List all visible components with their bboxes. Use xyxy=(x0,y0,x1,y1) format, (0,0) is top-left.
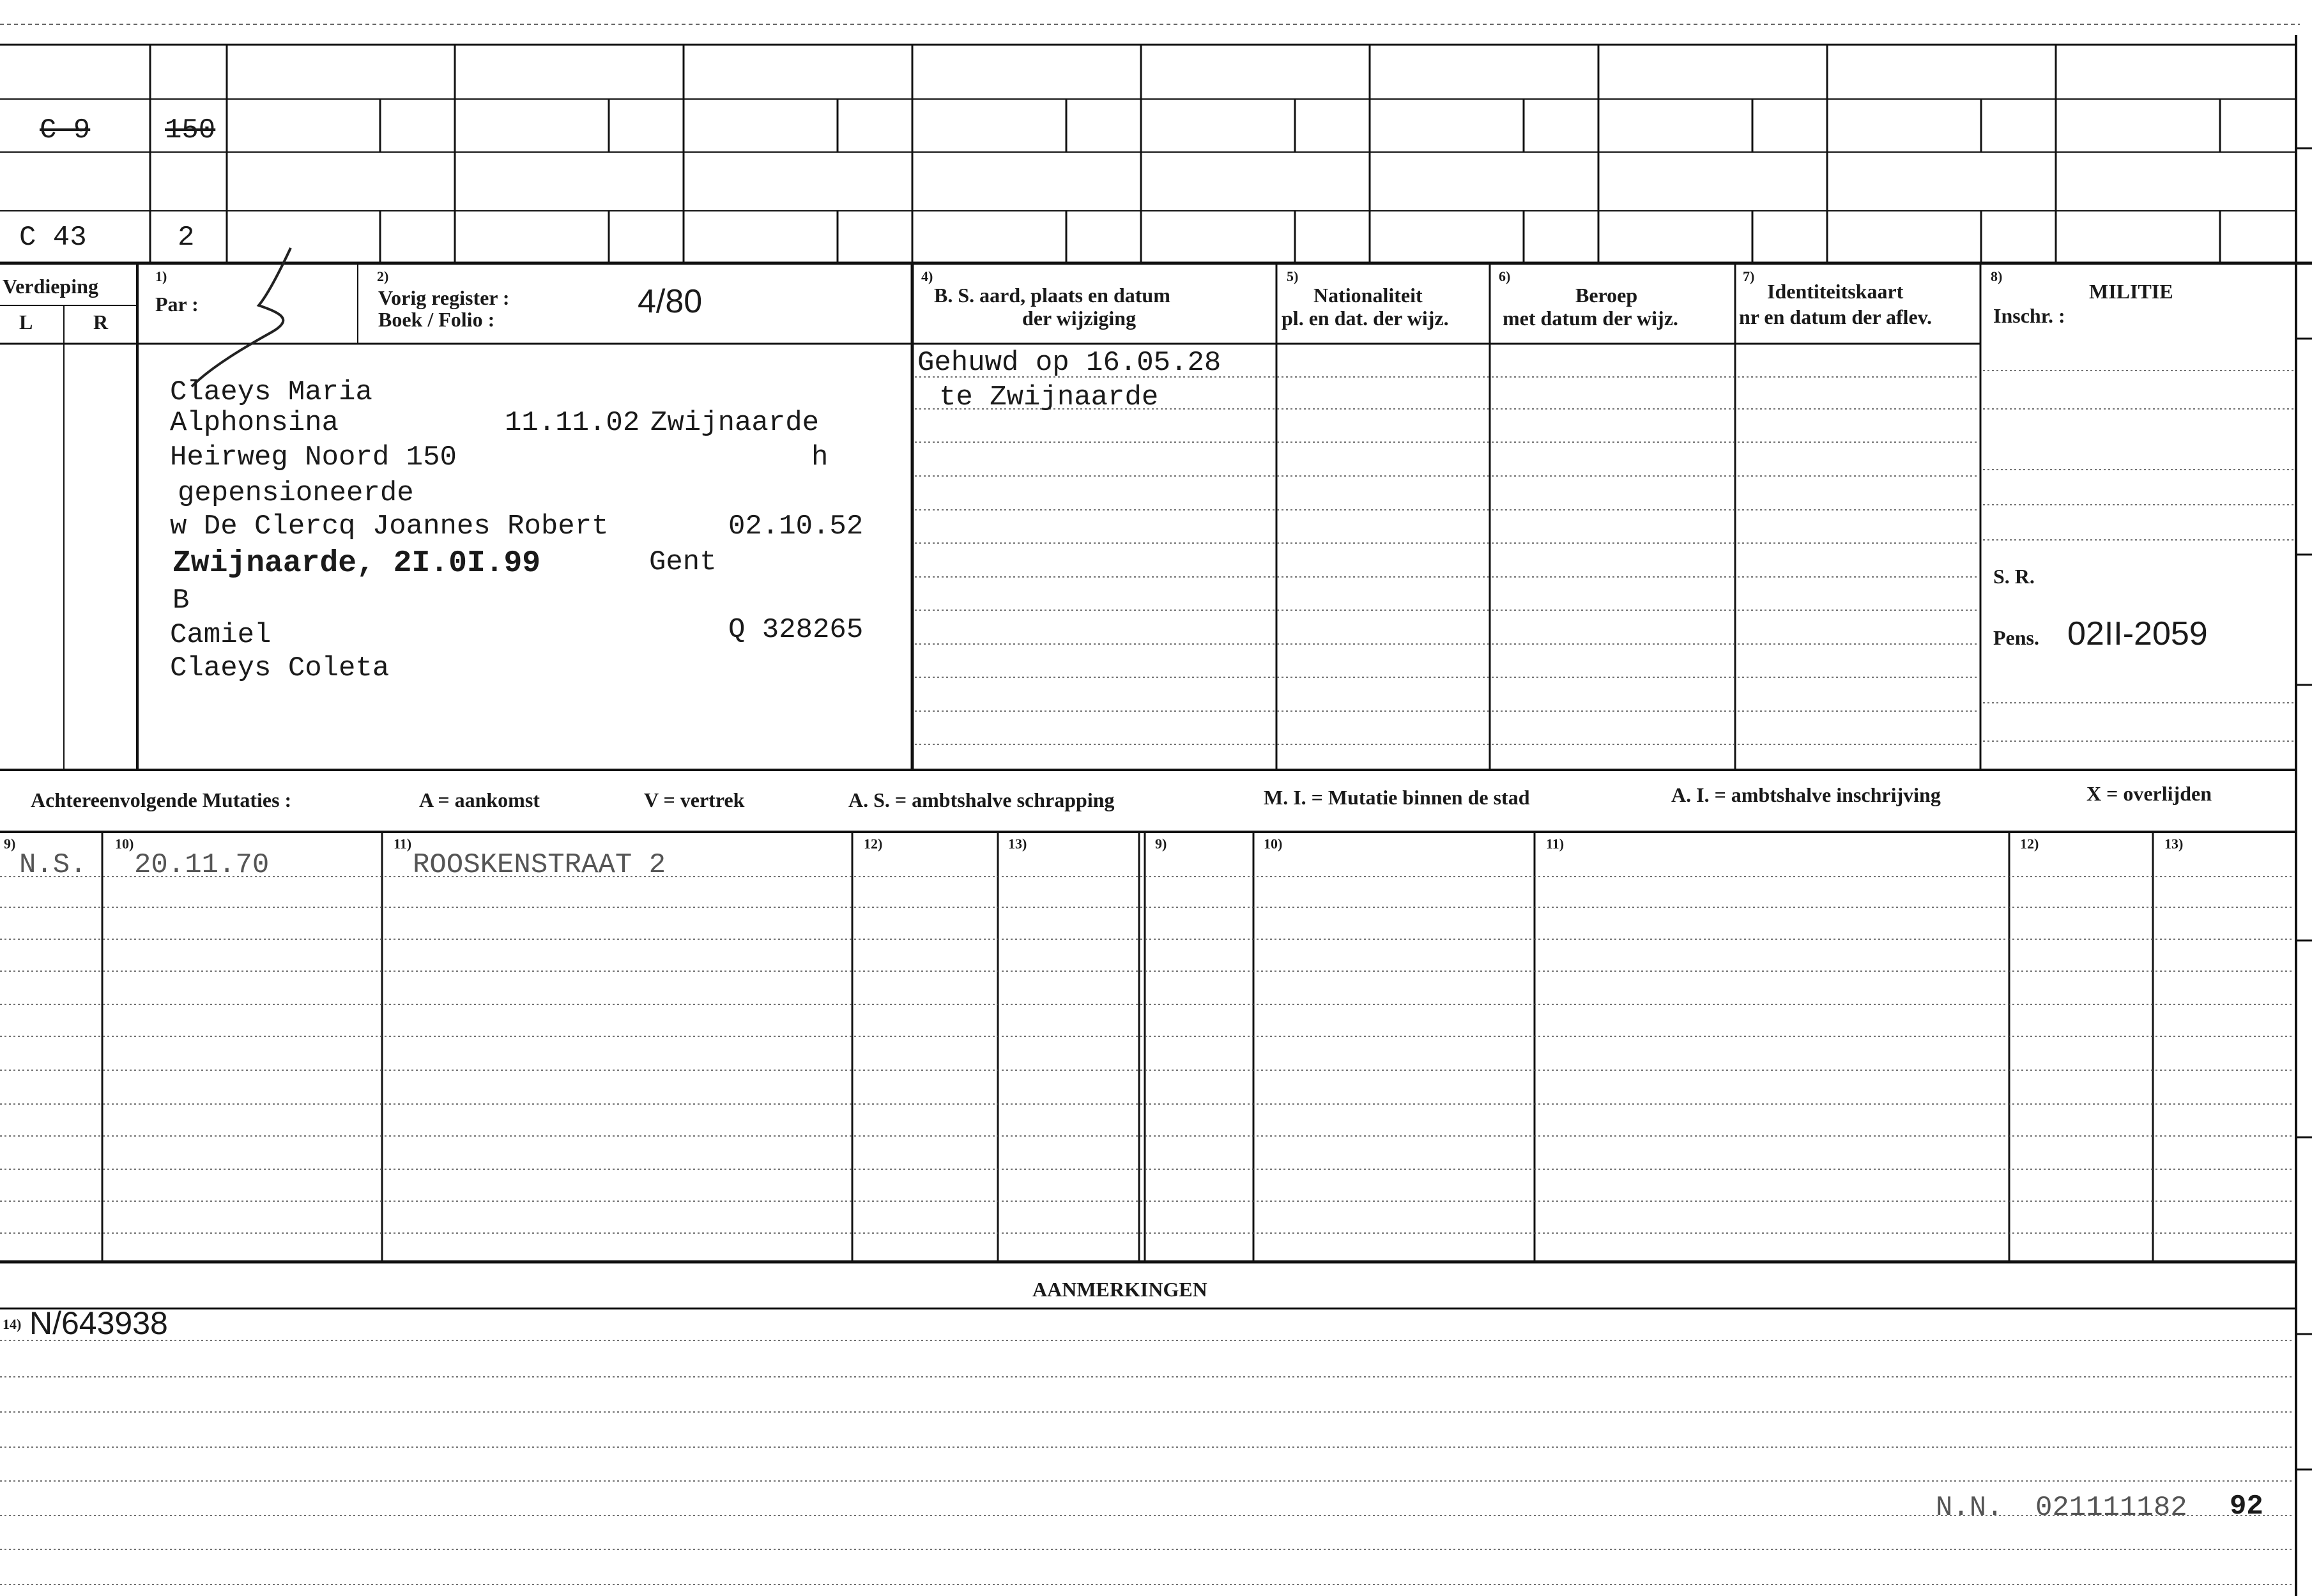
birth-place: Zwijnaarde xyxy=(650,407,820,439)
mut-col-9-right: 9) xyxy=(1155,836,1167,852)
mut-col-12-right: 12) xyxy=(2020,836,2039,852)
occupation: gepensioneerde xyxy=(178,477,414,509)
current-code: C 43 xyxy=(19,222,87,254)
col-4-number: 4) xyxy=(921,268,933,284)
col-6-number: 6) xyxy=(1499,268,1511,284)
nationality-code: B xyxy=(172,585,190,617)
old-number: 150 xyxy=(165,114,216,146)
mut-col-12-left: 12) xyxy=(864,836,883,852)
stamp-place-date: Zwijnaarde, 2I.0I.99 xyxy=(172,546,541,581)
col-7-number: 7) xyxy=(1743,268,1755,284)
pens-value: 02II-2059 xyxy=(2067,615,2208,652)
col-1-number: 1) xyxy=(155,268,167,284)
legend-a: A = aankomst xyxy=(419,788,540,811)
id-header-line2: nr en datum der aflev. xyxy=(1739,305,1932,328)
mut-col-10-right: 10) xyxy=(1264,836,1283,852)
mut-col-10-left: 10) xyxy=(115,836,134,852)
birth-date: 11.11.02 xyxy=(505,407,640,439)
pens-label: Pens. xyxy=(1993,626,2039,649)
mut-col-11-right: 11) xyxy=(1546,836,1565,852)
floor-l-label: L xyxy=(19,311,33,334)
remarks-title: AANMERKINGEN xyxy=(1032,1278,1207,1301)
civil-status-line1: Gehuwd op 16.05.28 xyxy=(917,347,1221,379)
boek-folio-label: Boek / Folio : xyxy=(378,308,495,331)
legend-ai: A. I. = ambtshalve inschrijving xyxy=(1671,783,1941,806)
national-number-value: 021111182 xyxy=(2035,1492,2187,1524)
militie-header: MILITIE xyxy=(2089,280,2173,303)
address: Heirweg Noord 150 xyxy=(170,441,457,473)
father-name: Camiel xyxy=(170,619,272,651)
handwritten-stroke xyxy=(192,248,291,387)
address-mark: h xyxy=(811,441,829,473)
inschr-label: Inschr. : xyxy=(1993,304,2065,327)
old-code: C 9 xyxy=(40,114,91,146)
mutation-1-date: 20.11.70 xyxy=(134,849,270,881)
mutations-title: Achtereenvolgende Mutaties : xyxy=(31,788,292,811)
legend-x: X = overlijden xyxy=(2086,782,2212,805)
mutation-1-address: ROOSKENSTRAAT 2 xyxy=(413,849,666,881)
col-8-number: 8) xyxy=(1991,268,2003,284)
legend-mi: M. I. = Mutatie binnen de stad xyxy=(1264,786,1530,809)
beroep-header-line1: Beroep xyxy=(1575,284,1638,307)
bs-header-line1: B. S. aard, plaats en datum xyxy=(934,284,1170,307)
mut-col-13-right: 13) xyxy=(2164,836,2184,852)
stamp-city: Gent xyxy=(649,546,717,578)
national-number-label: N.N. xyxy=(1936,1492,2003,1524)
mut-col-9-left: 9) xyxy=(4,836,16,852)
col-5-number: 5) xyxy=(1287,268,1299,284)
civil-status-line2: te Zwijnaarde xyxy=(939,381,1159,413)
id-number: Q 328265 xyxy=(728,614,864,646)
current-number: 2 xyxy=(178,222,195,254)
legend-v: V = vertrek xyxy=(644,788,745,811)
spouse-date: 02.10.52 xyxy=(728,510,864,542)
verdieping-label: Verdieping xyxy=(3,275,98,298)
mut-col-11-left: 11) xyxy=(394,836,412,852)
mutation-1-code: N.S. xyxy=(19,849,87,881)
col-2-number: 2) xyxy=(377,268,389,284)
nationality-header-line1: Nationaliteit xyxy=(1313,284,1423,307)
person-first-name: Alphonsina xyxy=(170,407,339,439)
bs-header-line2: der wijziging xyxy=(1022,307,1137,330)
spouse: w De Clercq Joannes Robert xyxy=(170,510,609,542)
remarks-value: N/643938 xyxy=(29,1305,168,1341)
id-header-line1: Identiteitskaart xyxy=(1767,280,1904,303)
nationality-header-line2: pl. en dat. der wijz. xyxy=(1282,307,1449,330)
legend-as: A. S. = ambtshalve schrapping xyxy=(848,788,1115,811)
national-number-suffix: 92 xyxy=(2230,1491,2263,1523)
person-name: Claeys Maria xyxy=(170,376,372,408)
floor-r-label: R xyxy=(93,311,109,334)
vorig-register-label: Vorig register : xyxy=(378,286,510,309)
remarks-number: 14) xyxy=(3,1316,22,1332)
mut-col-13-left: 13) xyxy=(1008,836,1027,852)
mother-name: Claeys Coleta xyxy=(170,652,390,684)
beroep-header-line2: met datum der wijz. xyxy=(1503,307,1678,330)
boek-folio-value: 4/80 xyxy=(638,283,703,320)
par-label: Par : xyxy=(155,293,199,316)
sr-label: S. R. xyxy=(1993,565,2035,588)
